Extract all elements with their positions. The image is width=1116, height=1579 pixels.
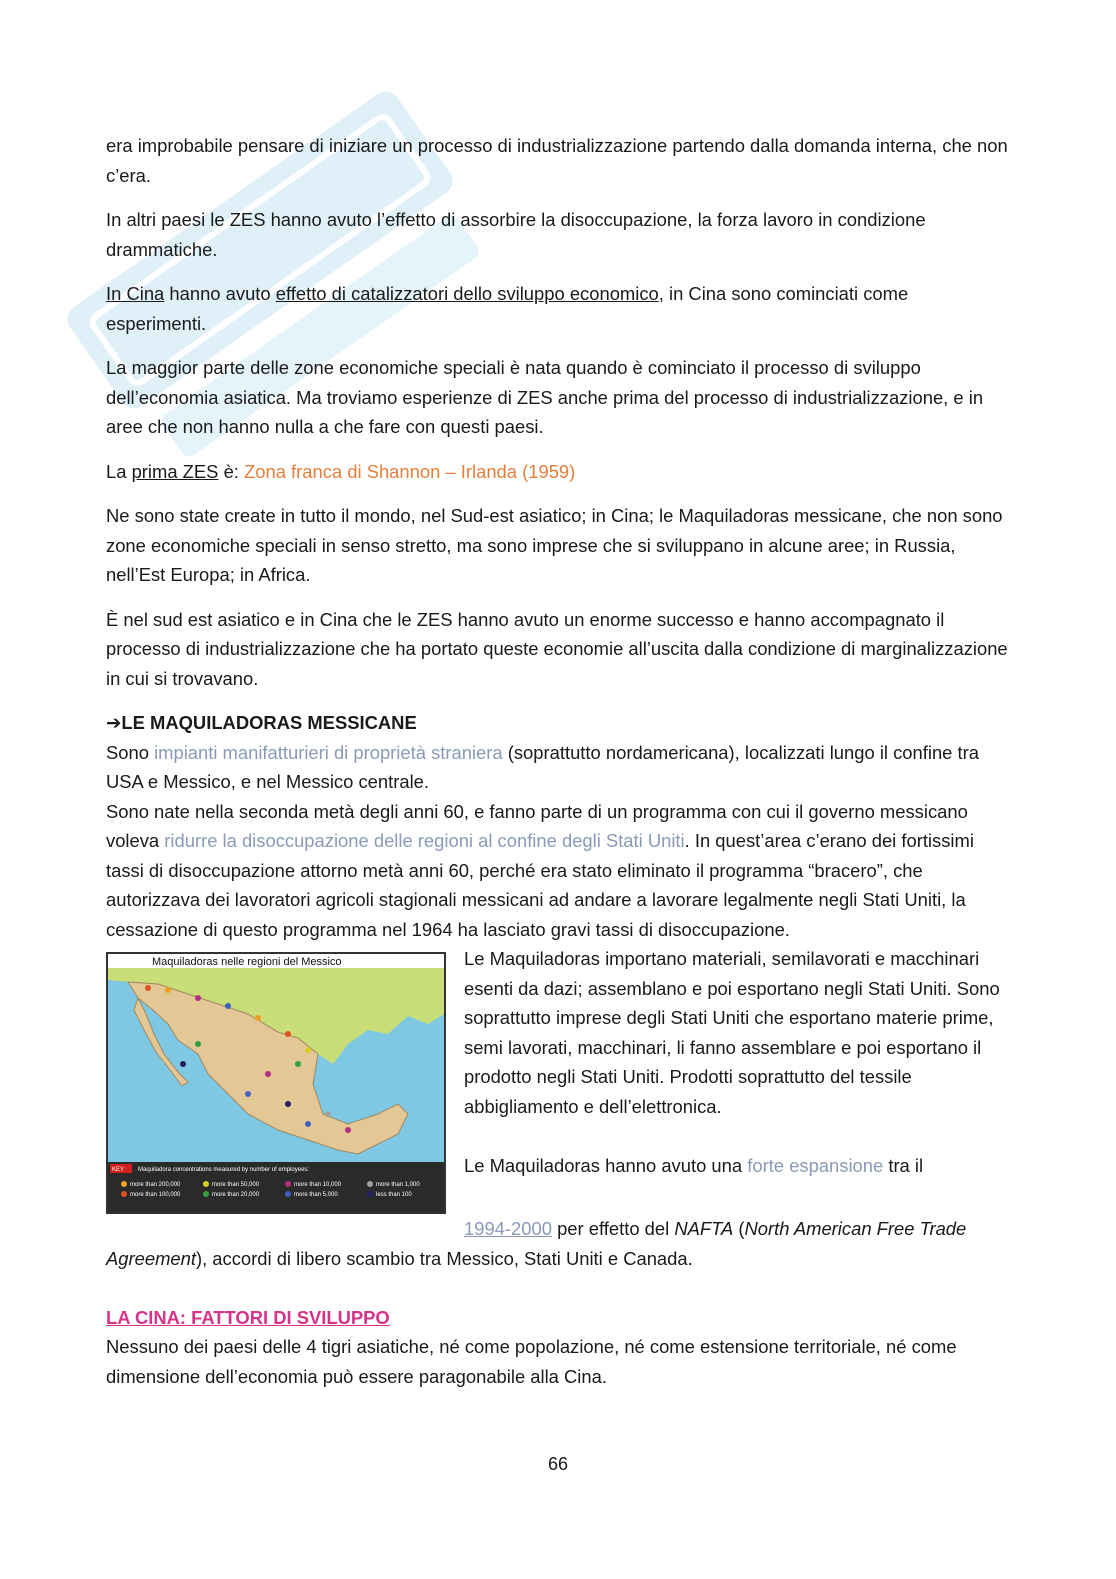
paragraph: Ne sono state create in tutto il mondo, nel Sud-est asiatico; in Cina; le Maquiladoras messicane, che non sono zone economiche speciali in senso stretto, ma sono imprese che si sviluppano in alcune aree; in Russia, nell’Est Europa; in Africa.	[106, 505, 1003, 585]
figure-row	[106, 944, 1011, 1238]
key-swatch	[121, 1181, 127, 1187]
text-span: ), accordi di libero scambio tra Messico, Stati Uniti e Canada.	[195, 1247, 693, 1269]
paragraph	[106, 279, 1011, 338]
heading-text: LE MAQUILADORAS MESSICANE	[121, 712, 417, 733]
highlight-text: forte espansione	[747, 1154, 884, 1176]
text-span: La	[106, 460, 132, 482]
key-swatch	[367, 1181, 373, 1187]
text-span: per effetto del	[551, 1218, 675, 1239]
key-swatch	[367, 1191, 373, 1197]
map-title: Maquiladoras nelle regioni del Messico	[152, 956, 342, 968]
text-span: (	[733, 1218, 745, 1239]
highlight-text: 1994-2000	[464, 1218, 552, 1239]
paragraph	[106, 457, 1011, 487]
spacer	[106, 1273, 1011, 1303]
key-caption: Maquiladora concentrations measured by number of employees:	[138, 1167, 310, 1173]
underlined-text: prima ZES	[131, 460, 219, 482]
document-page	[106, 131, 1011, 1391]
paragraph: La maggior parte delle zone economiche speciali è nata quando è cominciato il processo di sviluppo dell’economia asiatica. Ma troviamo esperienze di ZES anche prima del processo di industrializzazione, e in aree che non hanno nulla a che fare con questi paesi.	[106, 357, 984, 437]
key-swatch	[285, 1191, 291, 1197]
text-span: , in Cina sono cominciati come esperimenti.	[106, 283, 909, 334]
paragraph	[464, 1151, 1009, 1181]
key-label: KEY	[112, 1167, 125, 1173]
text-span: . In quest’area c’erano dei fortissimi tassi di disoccupazione attorno metà anni 60, perché era stato eliminato il programma “bracero”, che autorizzava dei lavoratori agricoli stagionali messicani ad andare a lavorare legalmente negli Stati Uniti, la cessazione di questo programma nel 1964 ha lasciato gravi tassi di disoccupazione.	[106, 830, 974, 940]
paragraph	[106, 797, 1011, 945]
key-swatch	[285, 1181, 291, 1187]
key-swatch	[121, 1191, 127, 1197]
key-item-label: less than 100	[376, 1192, 412, 1198]
text-span: (soprattutto nordamericana), localizzati lungo il confine tra USA e Messico, e nel Messico centrale.	[106, 741, 979, 792]
text-span: tra il	[883, 1154, 924, 1176]
key-item-label: more than 200,000	[130, 1182, 181, 1188]
text-span: Sono nate nella seconda metà degli anni 60, e fanno parte di un programma con cui il governo messicano voleva	[106, 800, 968, 851]
section-heading	[106, 708, 1011, 738]
paragraph: Le Maquiladoras importano materiali, semilavorati e macchinari esenti da dazi; assemblano e poi esportano negli Stati Uniti. Sono soprattutto imprese degli Stati Uniti che esportano materie prime, semi lavorati, macchinari, li fanno assemblare e poi esportano il prodotto negli Stati Uniti. Prodotti soprattutto del tessile abbigliamento e dell’elettronica.	[464, 948, 1000, 1117]
page-number: 66	[547, 1454, 569, 1474]
section-heading: LA CINA: FATTORI DI SVILUPPO	[106, 1306, 390, 1328]
key-item-label: more than 20,000	[212, 1192, 260, 1198]
italic-text: North American Free Trade Agreement	[106, 1218, 967, 1269]
text-span: è:	[218, 460, 245, 482]
text-span: Sono	[106, 741, 155, 763]
italic-text: NAFTA	[674, 1218, 734, 1239]
key-item-label: more than 5,000	[294, 1192, 338, 1198]
arrow-icon: ➔	[106, 712, 122, 733]
key-swatch	[203, 1191, 209, 1197]
highlight-text: impianti manifatturieri di proprietà straniera	[154, 741, 503, 763]
text-span: hanno avuto	[164, 283, 276, 304]
text-span: Le Maquiladoras hanno avuto una	[464, 1154, 748, 1176]
key-swatch	[203, 1181, 209, 1187]
paragraph: In altri paesi le ZES hanno avuto l’effetto di assorbire la disoccupazione, la forza lavoro in condizione drammatiche.	[106, 209, 926, 260]
paragraph: Nessuno dei paesi delle 4 tigri asiatiche, né come popolazione, né come estensione territoriale, né come dimensione dell’economia può essere paragonabile alla Cina.	[106, 1336, 957, 1387]
mexico-map-image	[106, 952, 446, 1214]
paragraph: È nel sud est asiatico e in Cina che le ZES hanno avuto un enorme successo e hanno accompagnato il processo di industrializzazione che ha portato queste economie all’uscita dalla condizione di marginalizzazione in cui si trovavano.	[106, 608, 1008, 689]
key-item-label: more than 1,000	[376, 1182, 420, 1188]
key-item-label: more than 50,000	[212, 1182, 260, 1188]
highlight-text: Zona franca di Shannon – Irlanda (1959)	[244, 460, 576, 482]
underlined-text: In Cina	[106, 283, 165, 304]
underlined-text: effetto di catalizzatori dello sviluppo economico	[275, 283, 659, 304]
paragraph	[106, 738, 1011, 797]
side-text	[464, 944, 1009, 1180]
highlight-text: ridurre la disoccupazione delle regioni al confine degli Stati Uniti	[164, 830, 685, 851]
paragraph: era improbabile pensare di iniziare un processo di industrializzazione partendo dalla domanda interna, che non c’era.	[106, 135, 1008, 186]
key-item-label: more than 100,000	[130, 1192, 181, 1198]
map-graphic	[108, 954, 444, 1212]
key-item-label: more than 10,000	[294, 1182, 342, 1188]
